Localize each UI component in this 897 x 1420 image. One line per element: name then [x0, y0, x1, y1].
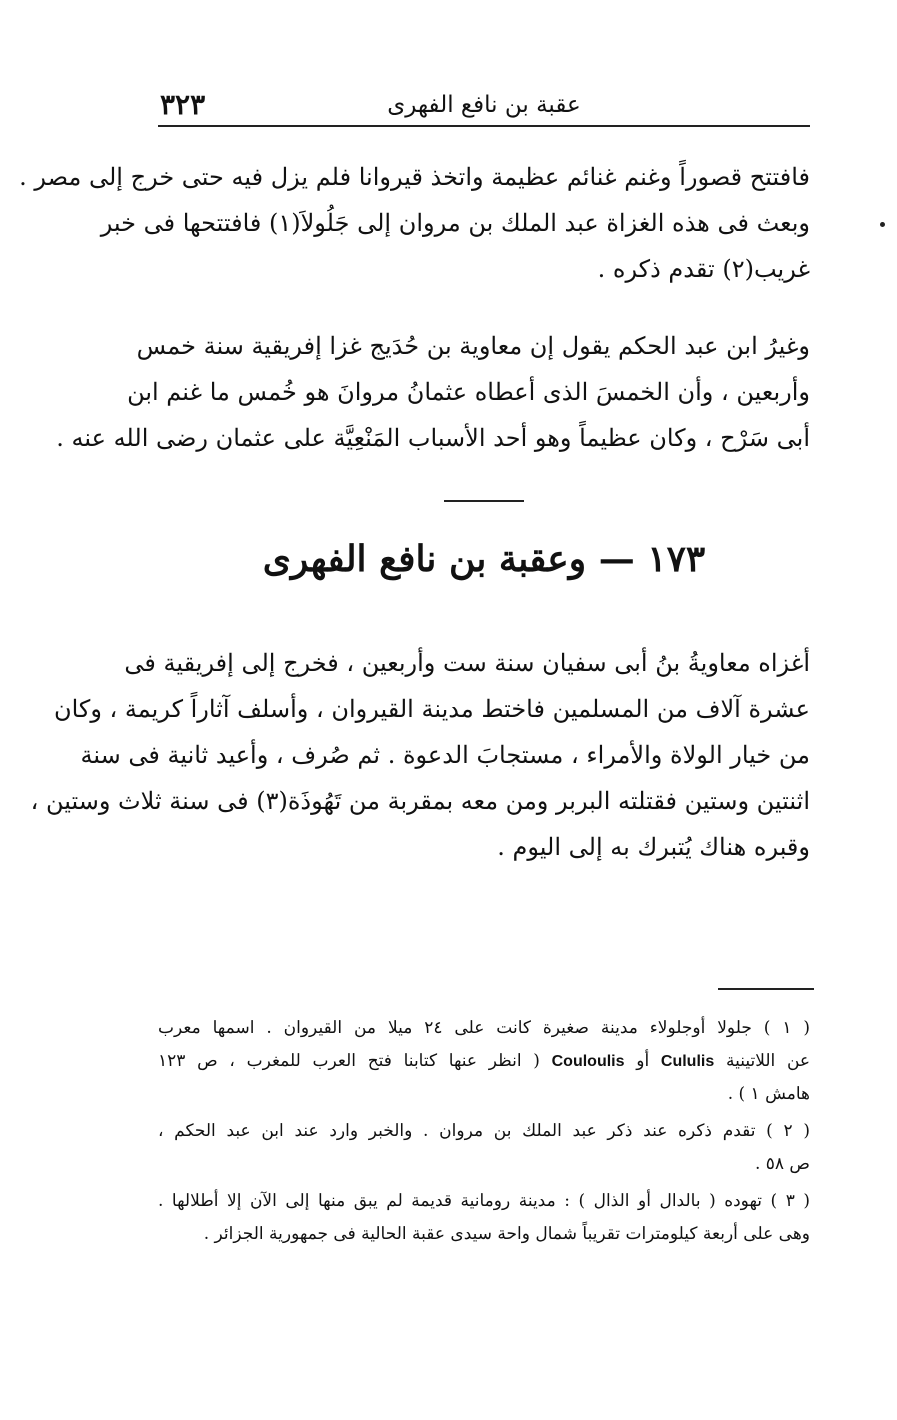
running-head [158, 88, 810, 122]
text-line: عشرة آلاف من المسلمين فاختط مدينة القيروان ، وأسلف آثاراً كريمة ، وكان [53, 695, 810, 723]
footnotes [158, 1012, 810, 1251]
text-line: أبى سَرْح ، وكان عظيماً وهو أحد الأسباب المَنْعِيَّة على عثمان رضى الله عنه . [56, 424, 810, 452]
text-line: من خيار الولاة والأمراء ، مستجابَ الدعوة . ثم صُرف ، وأعيد ثانية فى سنة [80, 741, 810, 769]
page-number: ٣٢٣ [160, 88, 206, 121]
text-line: أغزاه معاويةُ بنُ أبى سفيان سنة ست وأربعين ، فخرج إلى إفريقية فى [124, 649, 810, 677]
footnote-text: أو [636, 1051, 650, 1071]
margin-mark [880, 222, 885, 227]
latin-term: Couloulis [551, 1053, 625, 1070]
footnote-line: ( ١ ) جلولا أوجلولاء مدينة صغيرة كانت على ٢٤ ميلا من القيروان . اسمها معرب [158, 1018, 810, 1038]
footnote-line [158, 1045, 810, 1078]
text-line: فافتتح قصوراً وغنم غنائم عظيمة واتخذ قيروانا فلم يزل فيه حتى خرج إلى مصر . [19, 163, 810, 191]
section-title: ١٧٣ — وعقبة بن نافع الفهرى [262, 538, 706, 580]
footnote-text: عن اللاتينية [725, 1051, 811, 1071]
footnote-text: ( انظر عنها كتابنا فتح العرب للمغرب ، ص ١٢٣ [158, 1051, 540, 1071]
running-title: عقبة بن نافع الفهرى [387, 92, 581, 118]
header-rule [158, 125, 810, 127]
text-line: وبعث فى هذه الغزاة عبد الملك بن مروان إلى جَلُولاَ(١) فافتتحها فى خبر [100, 209, 810, 237]
text-line: غريب(٢) تقدم ذكره . [597, 255, 810, 283]
text-line: اثنتين وستين فقتلته البربر ومن معه بمقربة من تَهُوذَة(٣) فى سنة ثلاث وستين ، [30, 787, 810, 815]
paragraph-2 [56, 323, 810, 461]
text-line: وقبره هناك يُتبرك به إلى اليوم . [497, 833, 810, 861]
footnote-line: ( ٢ ) تقدم ذكره عند ذكر عبد الملك بن مروان . والخبر وارد عند ابن عبد الحكم ، [158, 1121, 810, 1141]
text-line: وغيرُ ابن عبد الحكم يقول إن معاوية بن حُدَيج غزا إفريقية سنة خمس [136, 332, 810, 360]
footnote-rule [718, 988, 814, 990]
section-separator [444, 500, 524, 502]
footnote-2 [158, 1115, 810, 1181]
footnote-line: ص ٥٨ . [754, 1154, 810, 1174]
latin-term: Cululis [660, 1053, 715, 1070]
footnote-1 [158, 1012, 810, 1111]
paragraph-1 [19, 154, 810, 292]
footnote-line: هامش ١ ) . [727, 1084, 810, 1104]
paragraph-3 [30, 640, 810, 870]
footnote-3 [158, 1185, 810, 1251]
footnote-line: ( ٣ ) تهوده ( بالدال أو الذال ) : مدينة رومانية قديمة لم يبق منها إلى الآن إلا أطلالها . [158, 1191, 810, 1211]
footnote-line: وهى على أربعة كيلومترات تقريباً شمال واحة سيدى عقبة الحالية فى جمهورية الجزائر . [203, 1224, 810, 1244]
text-line: وأربعين ، وأن الخمسَ الذى أعطاه عثمانُ مروانَ هو خُمس ما غنم ابن [127, 378, 810, 406]
